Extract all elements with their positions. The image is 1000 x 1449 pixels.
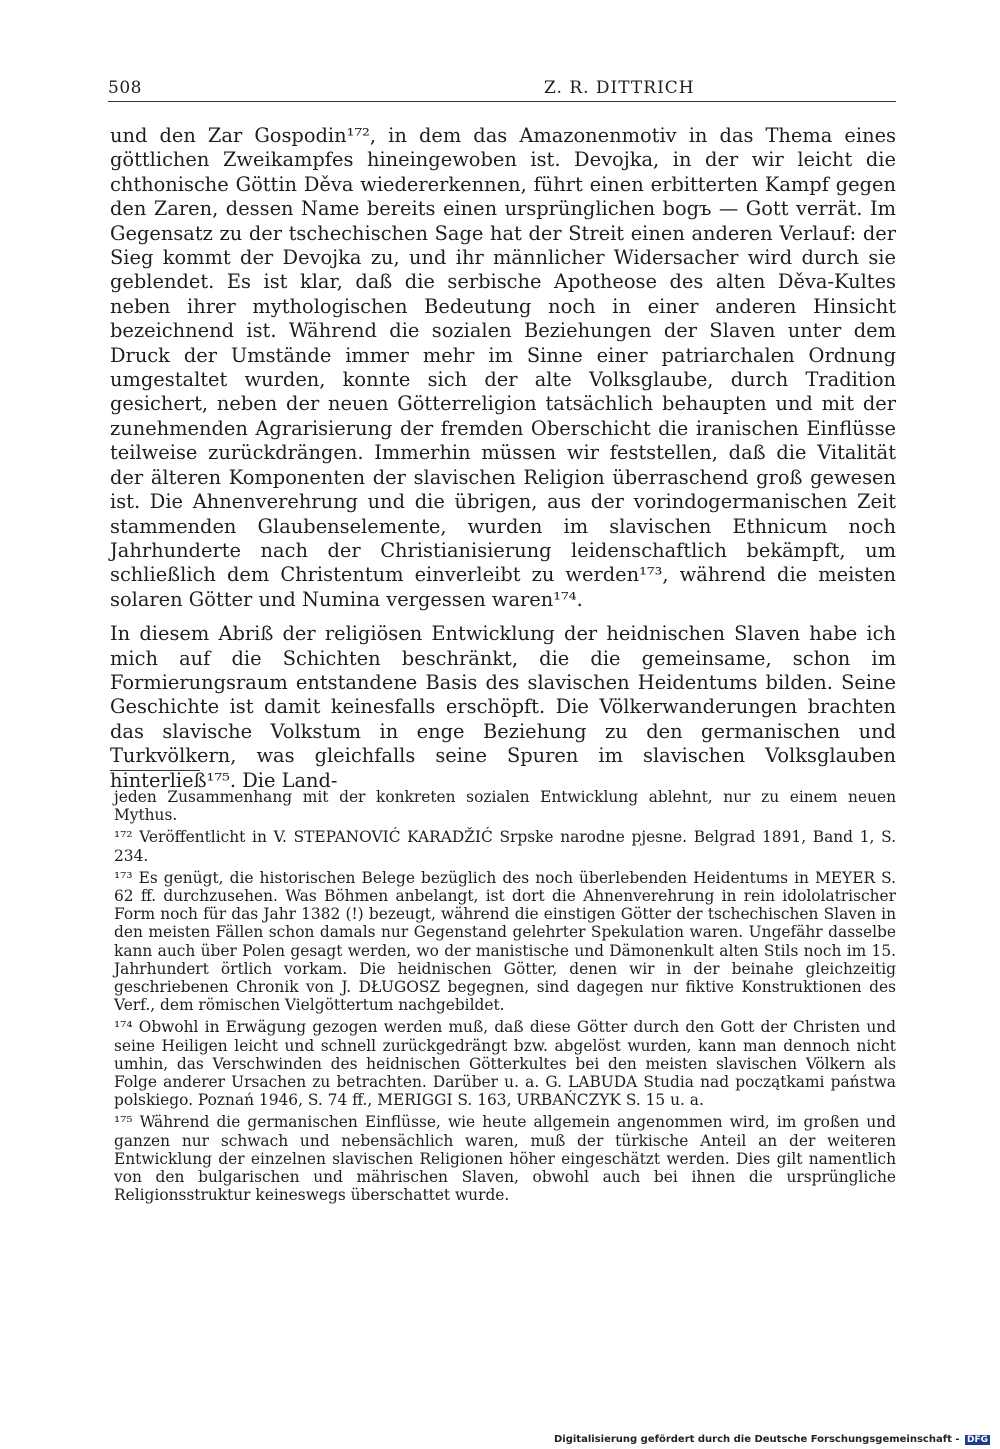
page-header (108, 78, 896, 102)
running-head: Z. R. DITTRICH (544, 78, 695, 98)
footnote-172: ¹⁷² Veröffentlicht in V. STEPANOVIĆ KARADŽIĆ Srpske narodne pjesne. Belgrad 1891, Band 1, S. 234. (114, 828, 896, 865)
footnote-174: ¹⁷⁴ Obwohl in Erwägung gezogen werden muß, daß diese Götter durch den Gott der Christen und seine Heiligen leicht und schnell zurückgedrängt bzw. abgelöst wurden, kann man dennoch nicht umhin, das Verschwinden des heidnischen Götterkultes bei den meisten slavischen Völkern als Folge anderer Ursachen zu betrachten. Darüber u. a. G. LABUDA Studia nad początkami państwa polskiego. Poznań 1946, S. 74 ff., MERIGGI S. 163, URBAŃCZYK S. 15 u. a. (114, 1018, 896, 1110)
body-paragraph: In diesem Abriß der religiösen Entwicklung der heidnischen Slaven habe ich mich auf die Schichten beschränkt, die die gemeinsame, schon im Formierungsraum entstandene Basis des slavischen Heidentums bilden. Seine Geschichte ist damit keinesfalls erschöpft. Die Völkerwanderungen brachten das slavische Volkstum in enge Beziehung zu den germanischen und Turkvölkern, was gleichfalls seine Spuren im slavischen Volksglauben hinterließ¹⁷⁵. Die Land- (110, 622, 896, 792)
footnote-rule (110, 770, 200, 771)
digitization-footer (554, 1434, 990, 1445)
footnote-173: ¹⁷³ Es genügt, die historischen Belege bezüglich des noch überlebenden Heidentums in MEYER S. 62 ff. durchzusehen. Was Böhmen anbelangt, ist dort die Ahnenverehrung in rein idololatrischer Form noch für das Jahr 1382 (!) bezeugt, während die einstigen Götter der tschechischen Slaven in den meisten Fällen schon damals nur Gegenstand gelehrter Spekulation waren. Ungefähr dasselbe kann auch über Polen gesagt werden, wo der manistische und Dämonenkult alten Stils noch im 15. Jahrhundert örtlich vorkam. Die heidnischen Götter, denen wir in der beinahe gleichzeitig geschriebenen Chronik von J. DŁUGOSZ begegnen, sind dagegen nur fiktive Konstruktionen des Verf., dem römischen Vielgöttertum nachgebildet. (114, 868, 896, 1015)
body-paragraph: und den Zar Gospodin¹⁷², in dem das Amazonenmotiv in das Thema eines göttlichen Zweikampfes hineingewoben ist. Devojka, in der wir leicht die chthonische Göttin Děva wiedererkennen, führt einen erbitterten Kampf gegen den Zaren, dessen Name bereits einen ursprünglichen bogъ — Gott verrät. Im Gegensatz zu der tschechischen Sage hat der Streit einen anderen Verlauf: der Sieg kommt der Devojka zu, und ihr männlicher Widersacher wird durch sie geblendet. Es ist klar, daß die serbische Apotheose des alten Děva-Kultes neben ihrer mythologischen Bedeutung noch in einer anderen Hinsicht bezeichnend ist. Während die sozialen Beziehungen der Slaven unter dem Druck der Umstände immer mehr im Sinne einer patriarchalen Ordnung umgestaltet wurden, konnte sich der alte Volksglaube, durch Tradition gesichert, neben der neuen Götterreligion tatsächlich behaupten und mit der zunehmenden Agrarisierung der fremden Oberschicht die iranischen Einflüsse teilweise zurückdrängen. Immerhin müssen wir feststellen, daß die Vitalität der älteren Komponenten der slavischen Religion überraschend groß gewesen ist. Die Ahnenverehrung und die übrigen, aus der vorindogermanischen Zeit stammenden Glaubenselemente, wurden im slavischen Ethnicum noch Jahrhunderte nach der Christianisierung leidenschaftlich bekämpft, um schließlich dem Christentum einverleibt zu werden¹⁷³, während die meisten solaren Götter und Numina vergessen waren¹⁷⁴. (110, 124, 896, 611)
footnotes (114, 788, 896, 1204)
page-number: 508 (108, 78, 142, 98)
header-rule (108, 101, 896, 102)
dfg-logo: DFG (966, 1435, 988, 1445)
footnote-175: ¹⁷⁵ Während die germanischen Einflüsse, wie heute allgemein angenommen wird, im großen und ganzen nur schwach und nebensächlich waren, muß der türkische Anteil an der weiteren Entwicklung der einzelnen slavischen Religionen höher eingeschätzt werden. Dies gilt namentlich von den bulgarischen und mährischen Slaven, obwohl auch bei ihnen die ursprüngliche Religionsstruktur keineswegs überschattet wurde. (114, 1113, 896, 1205)
digitization-credit: Digitalisierung gefördert durch die Deutsche Forschungsgemeinschaft - (553, 1434, 960, 1445)
footnote-continuation: jeden Zusammenhang mit der konkreten sozialen Entwicklung ablehnt, nur zu einem neuen Mythus. (114, 788, 896, 825)
main-text (110, 124, 896, 793)
